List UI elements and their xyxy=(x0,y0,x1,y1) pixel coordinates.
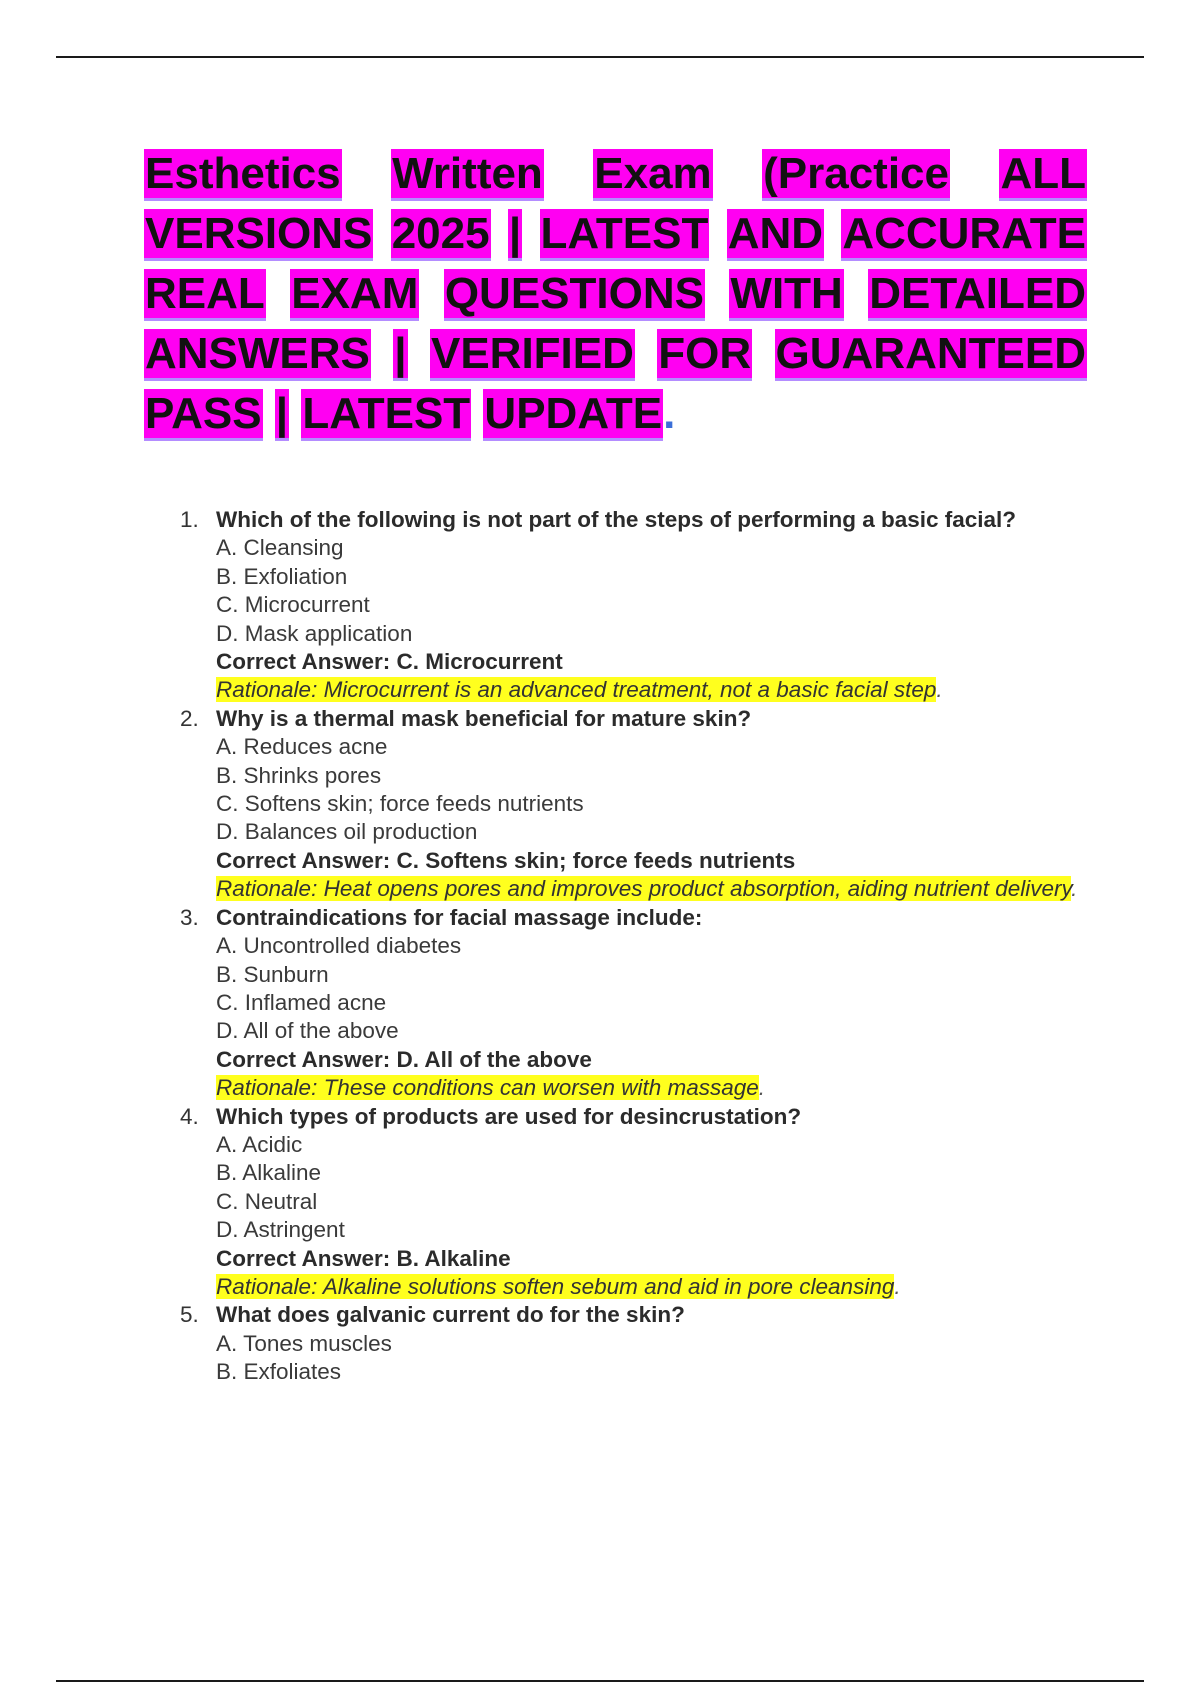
title-word: | xyxy=(275,389,289,438)
title-word: VERSIONS xyxy=(145,209,373,258)
correct-answer: Correct Answer: C. Microcurrent xyxy=(216,649,563,675)
bottom-rule xyxy=(56,1680,1144,1682)
answer-option: C. Neutral xyxy=(216,1188,318,1214)
title-word: ANSWERS xyxy=(145,329,370,378)
title-word: GUARANTEED xyxy=(775,329,1086,378)
rationale-text: Rationale: These conditions can worsen with massage xyxy=(216,1075,759,1101)
question-list xyxy=(176,506,1096,1387)
answer-option: D. Balances oil production xyxy=(216,819,478,845)
answer-option: C. Softens skin; force feeds nutrients xyxy=(216,791,584,817)
question-item xyxy=(176,1103,1096,1302)
rationale-text: Rationale: Microcurrent is an advanced treatment, not a basic facial step xyxy=(216,677,937,703)
correct-answer: Correct Answer: D. All of the above xyxy=(216,1046,592,1072)
answer-option: B. Alkaline xyxy=(216,1160,322,1186)
answer-option: C. Inflamed acne xyxy=(216,989,387,1015)
question-number: 5. xyxy=(180,1302,199,1328)
rationale-end: . xyxy=(936,677,943,703)
rationale xyxy=(216,676,1096,704)
correct-answer: Correct Answer: C. Softens skin; force feeds nutrients xyxy=(216,847,796,873)
document-title xyxy=(144,144,1087,444)
answer-option: A. Uncontrolled diabetes xyxy=(216,933,462,959)
title-word: DETAILED xyxy=(869,269,1087,318)
question-number: 3. xyxy=(180,904,199,930)
answer-option: A. Reduces acne xyxy=(216,734,388,760)
title-word: PASS xyxy=(145,389,262,438)
correct-answer: Correct Answer: B. Alkaline xyxy=(216,1245,511,1271)
title-word: FOR xyxy=(658,329,752,378)
title-word: VERIFIED xyxy=(430,329,634,378)
title-word: QUESTIONS xyxy=(444,269,704,318)
title-word: ACCURATE xyxy=(842,209,1086,258)
title-word: Esthetics xyxy=(145,149,341,198)
question-item xyxy=(176,506,1096,705)
answer-option: C. Microcurrent xyxy=(216,592,370,618)
answer-option: B. Exfoliation xyxy=(216,563,348,589)
answer-option: B. Sunburn xyxy=(216,961,329,987)
answer-option: D. Astringent xyxy=(216,1217,345,1243)
question-text: What does galvanic current do for the skin? xyxy=(216,1302,685,1328)
question-item xyxy=(176,1301,1096,1386)
answer-option: A. Cleansing xyxy=(216,535,344,561)
rationale xyxy=(216,1074,1096,1102)
title-word: EXAM xyxy=(291,269,419,318)
title-word: REAL xyxy=(145,269,265,318)
question-text: Why is a thermal mask beneficial for mature skin? xyxy=(216,705,752,731)
title-word: LATEST xyxy=(540,209,709,258)
question-number: 1. xyxy=(180,507,199,532)
top-rule xyxy=(56,56,1144,58)
title-word: (Practice xyxy=(763,149,949,198)
answer-option: A. Acidic xyxy=(216,1131,303,1157)
title-word: | xyxy=(508,209,522,258)
title-word: Written xyxy=(392,149,543,198)
title-word: UPDATE xyxy=(484,389,663,438)
answer-option: B. Exfoliates xyxy=(216,1359,342,1385)
title-word: ALL xyxy=(1000,149,1086,198)
rationale xyxy=(216,1273,1096,1301)
question-text: Contraindications for facial massage include: xyxy=(216,904,703,930)
title-word: AND xyxy=(727,209,824,258)
answer-option: D. Mask application xyxy=(216,620,413,646)
rationale-end: . xyxy=(894,1273,901,1299)
rationale xyxy=(216,875,1096,903)
question-item xyxy=(176,705,1096,904)
answer-option: B. Shrinks pores xyxy=(216,762,382,788)
answer-option: D. All of the above xyxy=(216,1018,399,1044)
question-text: Which of the following is not part of the steps of performing a basic facial? xyxy=(216,507,1017,532)
answer-option: A. Tones muscles xyxy=(216,1330,392,1356)
title-suffix: . xyxy=(663,389,676,438)
rationale-text: Rationale: Alkaline solutions soften sebum and aid in pore cleansing xyxy=(216,1273,895,1299)
title-word: 2025 xyxy=(391,209,490,258)
rationale-text: Rationale: Heat opens pores and improves product absorption, aiding nutrient delivery xyxy=(216,876,1072,902)
question-text: Which types of products are used for desincrustation? xyxy=(216,1103,802,1129)
title-word: Exam xyxy=(594,149,712,198)
question-item xyxy=(176,904,1096,1103)
rationale-end: . xyxy=(1071,876,1078,902)
question-number: 4. xyxy=(180,1103,199,1129)
title-word: | xyxy=(394,329,407,378)
title-word: WITH xyxy=(730,269,843,318)
rationale-end: . xyxy=(758,1075,766,1101)
title-word: LATEST xyxy=(302,389,471,438)
question-number: 2. xyxy=(180,705,199,731)
